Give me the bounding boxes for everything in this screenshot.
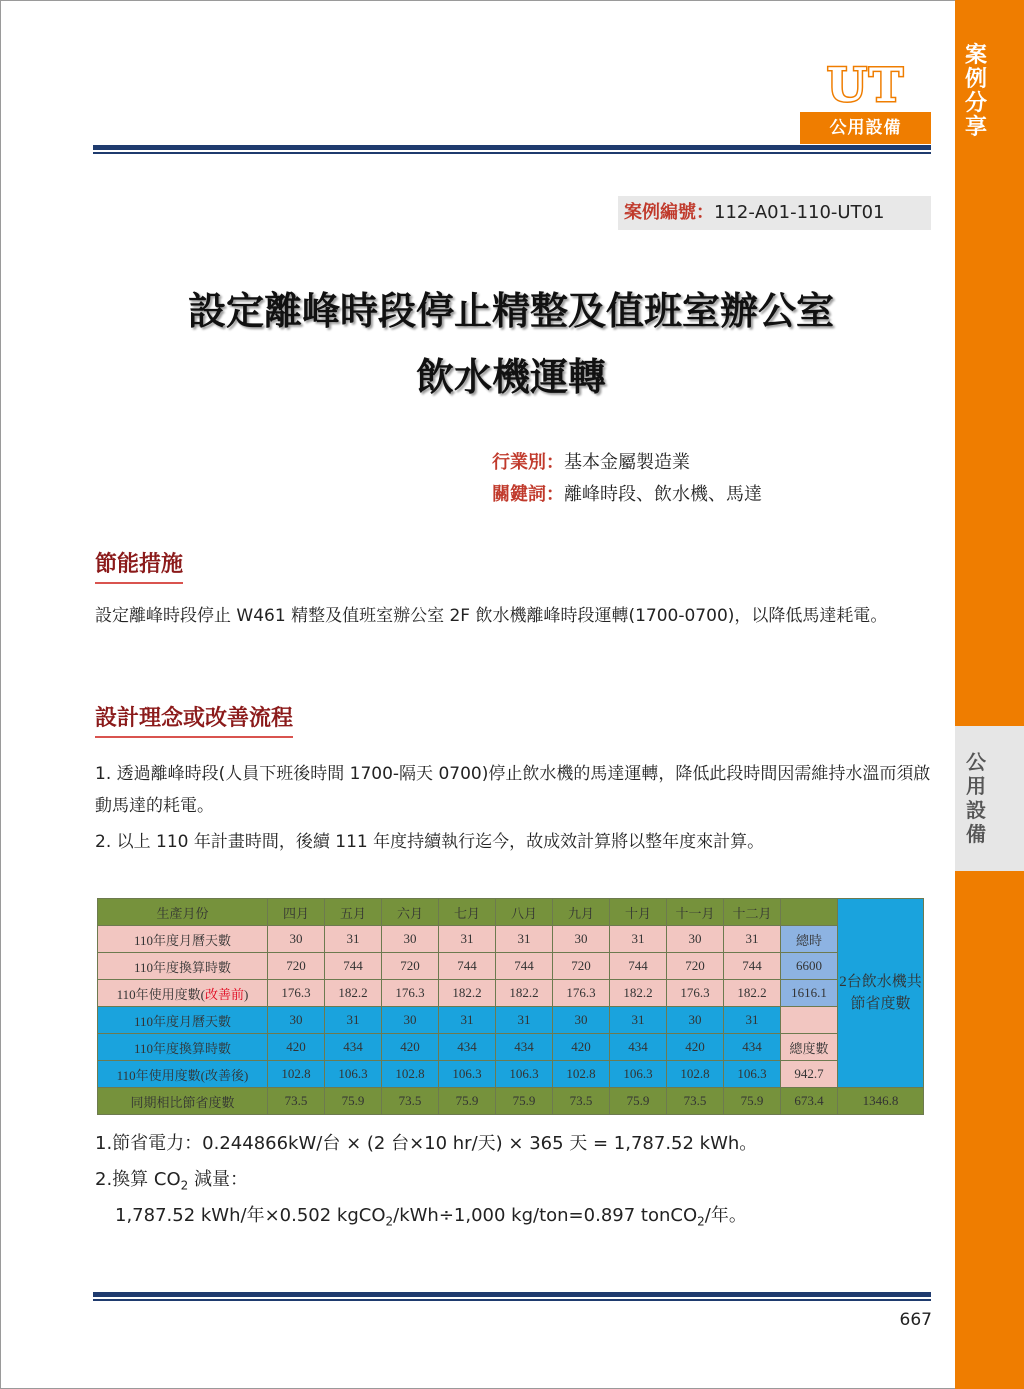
table-cell-extra: 673.4 [781, 1088, 838, 1115]
section-heading-measures: 節能措施 [95, 547, 183, 584]
table-cell: 434 [610, 1034, 667, 1061]
table-row-total [98, 1088, 924, 1115]
table-cell: 176.3 [553, 980, 610, 1007]
table-row [98, 1007, 924, 1034]
table-cell: 75.9 [439, 1088, 496, 1115]
table-cell-extra: 總時 [781, 926, 838, 953]
table-cell: 102.8 [382, 1061, 439, 1088]
table-cell: 102.8 [667, 1061, 724, 1088]
calc-line-2-sub: 2 [180, 1178, 189, 1193]
table-cell: 720 [553, 953, 610, 980]
table-header-cell: 八月 [496, 899, 553, 926]
table-row [98, 1034, 924, 1061]
row-label: 同期相比節省度數 [98, 1088, 268, 1115]
table-header-cell: 四月 [268, 899, 325, 926]
table-cell: 30 [268, 926, 325, 953]
page-title [80, 278, 942, 410]
row-label: 110年使用度數(改善後) [98, 1061, 268, 1088]
case-number-value: 112-A01-110-UT01 [714, 202, 885, 223]
table-cell: 744 [724, 953, 781, 980]
table-cell-extra [781, 1007, 838, 1034]
table-cell: 75.9 [724, 1088, 781, 1115]
table-header-cell: 九月 [553, 899, 610, 926]
table-cell: 434 [439, 1034, 496, 1061]
row-label-suffix: ) [244, 986, 249, 1002]
table-row [98, 980, 924, 1007]
header-rule [93, 145, 931, 154]
side-tab-label-case-share: 案例分享 [964, 43, 987, 140]
table-cell: 30 [382, 1007, 439, 1034]
table-cell: 744 [325, 953, 382, 980]
table-row [98, 953, 924, 980]
calc-line-3-sub-2: 2 [697, 1214, 705, 1229]
side-tab-bottom [955, 871, 1024, 1389]
table-cell: 31 [496, 1007, 553, 1034]
section-heading-process: 設計理念或改善流程 [95, 701, 293, 738]
table-cell: 75.9 [496, 1088, 553, 1115]
table-cell: 182.2 [496, 980, 553, 1007]
row-label: 110年度換算時數 [98, 953, 268, 980]
calc-line-3-a: 1,787.52 kWh/年×0.502 kgCO [115, 1205, 386, 1226]
table-header-cell: 五月 [325, 899, 382, 926]
table-row [98, 1061, 924, 1088]
case-number-label: 案例編號： [624, 202, 714, 223]
table-cell-total: 1346.8 [838, 1088, 924, 1115]
table-cell: 720 [268, 953, 325, 980]
measures-text: 設定離峰時段停止 W461 精整及值班室辦公室 2F 飲水機離峰時段運轉(1700-0700)，以降低馬達耗電。 [95, 606, 888, 626]
footer-rule [93, 1292, 931, 1301]
table-cell: 744 [439, 953, 496, 980]
table-cell: 75.9 [325, 1088, 382, 1115]
table-cell: 434 [496, 1034, 553, 1061]
table-cell: 106.3 [325, 1061, 382, 1088]
table-cell: 30 [553, 926, 610, 953]
table-cell: 176.3 [667, 980, 724, 1007]
calc-line-3-c: /年。 [704, 1205, 747, 1226]
energy-savings-table [97, 898, 924, 1115]
table-header-row [98, 899, 924, 926]
table-cell: 31 [325, 1007, 382, 1034]
table-cell: 106.3 [610, 1061, 667, 1088]
calc-line-1: 1.節省電力：0.244866kW/台 × (2 台×10 hr/天) × 365 天 = 1,787.52 kWh。 [95, 1133, 758, 1154]
calc-line-2 [95, 1163, 248, 1203]
table-row [98, 926, 924, 953]
table-cell: 73.5 [268, 1088, 325, 1115]
case-number [618, 196, 931, 230]
table-cell: 75.9 [610, 1088, 667, 1115]
table-cell: 73.5 [382, 1088, 439, 1115]
table-cell: 102.8 [268, 1061, 325, 1088]
table-header-empty [781, 899, 838, 926]
table-cell: 420 [268, 1034, 325, 1061]
keywords-meta [492, 480, 762, 510]
table-side-note: 2台飲水機共節省度數 [838, 899, 924, 1088]
industry-value: 基本金屬製造業 [564, 452, 690, 473]
table-cell: 182.2 [439, 980, 496, 1007]
table-header-cell: 六月 [382, 899, 439, 926]
title-line-1: 設定離峰時段停止精整及值班室辦公室 [187, 289, 834, 333]
row-label-highlight: 改善前 [205, 986, 245, 1002]
table-cell: 73.5 [553, 1088, 610, 1115]
table-cell: 176.3 [382, 980, 439, 1007]
title-line-2: 飲水機運轉 [415, 355, 606, 399]
keywords-value: 離峰時段、飲水機、馬達 [564, 484, 762, 505]
calc-line-3-b: /kWh÷1,000 kg/ton=0.897 tonCO [393, 1205, 698, 1226]
table-cell: 182.2 [610, 980, 667, 1007]
table-cell: 31 [610, 926, 667, 953]
table-cell: 182.2 [724, 980, 781, 1007]
table-cell-extra: 6600 [781, 953, 838, 980]
row-label-prefix: 110年使用度數( [116, 986, 205, 1002]
table-header-cell: 十一月 [667, 899, 724, 926]
calc-line-3-sub-1: 2 [385, 1214, 394, 1229]
row-label [98, 980, 268, 1007]
category-badge: 公用設備 [800, 112, 931, 144]
table-cell: 106.3 [496, 1061, 553, 1088]
table-cell: 420 [382, 1034, 439, 1061]
calc-line-2-a: 2.換算 CO [95, 1169, 181, 1190]
table-cell: 31 [724, 926, 781, 953]
table-cell: 420 [667, 1034, 724, 1061]
table-cell: 720 [667, 953, 724, 980]
table-header-cell: 生產月份 [98, 899, 268, 926]
table-cell: 102.8 [553, 1061, 610, 1088]
table-cell: 420 [553, 1034, 610, 1061]
row-label: 110年度月曆天數 [98, 926, 268, 953]
table-header-cell: 十二月 [724, 899, 781, 926]
table-cell: 30 [667, 926, 724, 953]
industry-label: 行業別： [492, 452, 564, 473]
table-cell: 73.5 [667, 1088, 724, 1115]
table-cell: 744 [610, 953, 667, 980]
table-cell: 744 [496, 953, 553, 980]
table-cell: 30 [382, 926, 439, 953]
table-cell: 434 [724, 1034, 781, 1061]
table-cell: 176.3 [268, 980, 325, 1007]
row-label: 110年度月曆天數 [98, 1007, 268, 1034]
calc-line-2-b: 減量： [188, 1169, 249, 1190]
ut-logo: UT [826, 58, 906, 112]
table-cell: 106.3 [439, 1061, 496, 1088]
table-cell: 106.3 [724, 1061, 781, 1088]
side-tab-label-utilities: 公用設備 [966, 750, 986, 846]
table-cell: 31 [496, 926, 553, 953]
table-cell: 30 [268, 1007, 325, 1034]
table-header-cell: 十月 [610, 899, 667, 926]
table-cell: 31 [325, 926, 382, 953]
table-cell-extra: 1616.1 [781, 980, 838, 1007]
table-cell: 182.2 [325, 980, 382, 1007]
industry-meta [492, 448, 690, 478]
table-cell: 31 [724, 1007, 781, 1034]
table-header-cell: 七月 [439, 899, 496, 926]
table-cell: 31 [439, 1007, 496, 1034]
table-cell: 31 [439, 926, 496, 953]
table-cell-extra: 總度數 [781, 1034, 838, 1061]
row-label: 110年度換算時數 [98, 1034, 268, 1061]
process-item-2: 2. 以上 110 年計畫時間，後續 111 年度持續執行迄今，故成效計算將以整年度來計算。 [95, 832, 765, 852]
table-cell-extra: 942.7 [781, 1061, 838, 1088]
process-item-1: 1. 透過離峰時段(人員下班後時間 1700-隔天 0700)停止飲水機的馬達運轉，降低此段時間因需維持水溫而須啟動馬達的耗電。 [95, 764, 931, 816]
table-cell: 30 [553, 1007, 610, 1034]
page-number: 667 [899, 1310, 932, 1330]
table-cell: 434 [325, 1034, 382, 1061]
keywords-label: 關鍵詞： [492, 484, 564, 505]
table-cell: 30 [667, 1007, 724, 1034]
table-cell: 720 [382, 953, 439, 980]
calc-line-3 [115, 1199, 747, 1239]
table-cell: 31 [610, 1007, 667, 1034]
